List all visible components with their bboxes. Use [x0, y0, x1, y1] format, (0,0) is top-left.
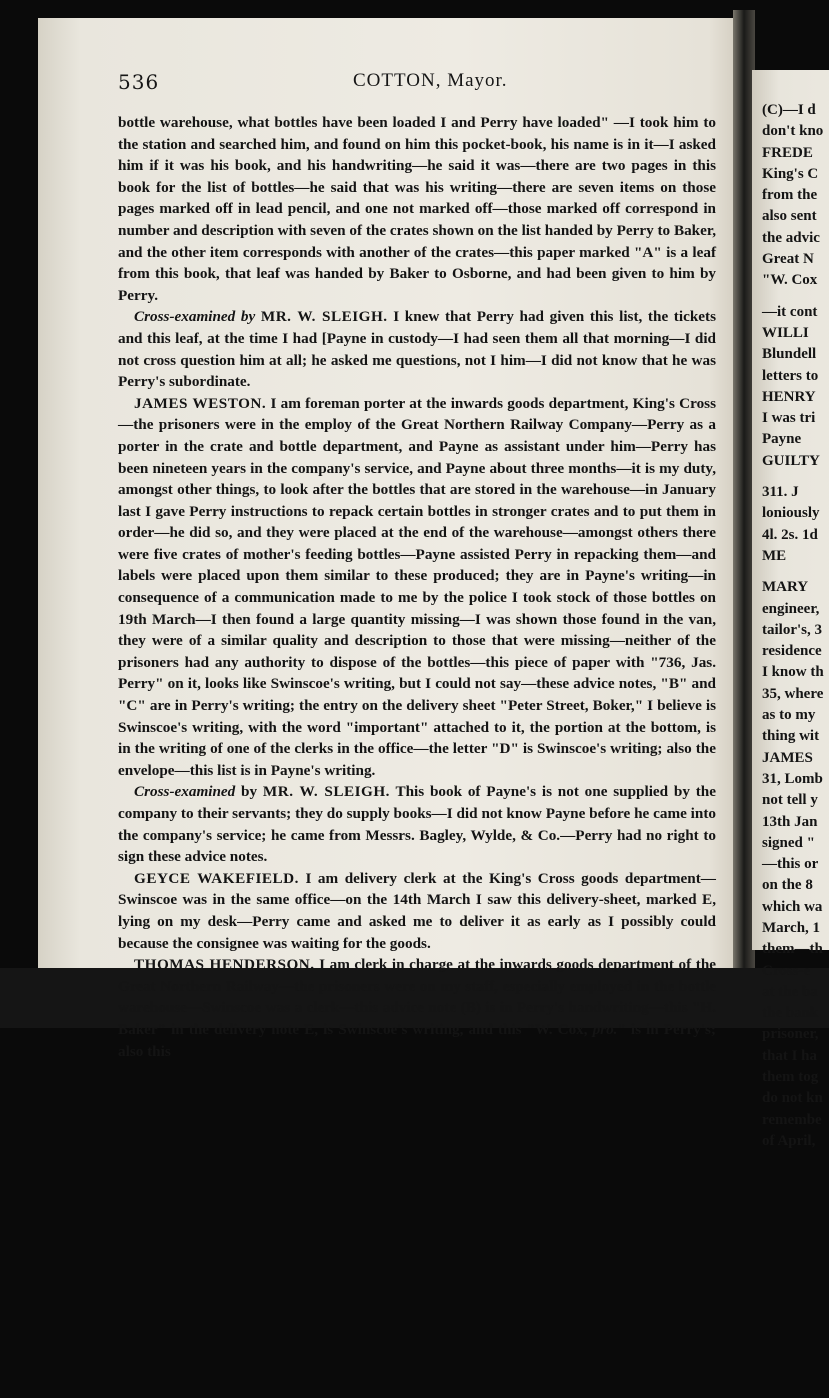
right-page-text-column	[762, 100, 829, 1152]
text-run: " is in Perry's; also this	[118, 1020, 716, 1060]
italic-phrase: pro.	[592, 1020, 618, 1038]
right-column-line: don't kno	[762, 123, 824, 140]
text-run: bottle warehouse, what bottles have been loaded I and Perry have loaded" —I took him to the station and searched him, and found on him this pocket-book, his name is in it—I asked him if it was his book, and his handwriting—he said it was—there are two pages in this book for the list of bottles—he said that was his writing—there are seven items on those pages marked off in lead pencil, and one not marked off—those marked off correspond in number and description with seven of the crates shown on the list handed by Perry to Baker, and the other item corresponds with another of the crates—this paper marked "A" is a leaf from this book, that leaf was handed by Baker to Osborne, and had been given to him by Perry.	[118, 114, 716, 304]
right-column-line: engineer,	[762, 600, 820, 617]
text-run: by	[235, 783, 263, 801]
right-column-line: March, 1	[762, 919, 821, 936]
text-run: I knew that Perry had given this list, the tickets and this leaf, at the time I had [Payne in custody—I had seen them all that morning—I did not cross question him at all; he asked me questions, not I him—I did not know that he was Perry's subordinate.	[118, 308, 716, 391]
right-column-line: which wa	[762, 898, 823, 915]
text-run: This book of Payne's is not one supplied by the company to their servants; they do supply books—I did not know Payne before he came into the company's service; he came from Messrs. Bagley, Wylde, & Co.—Perry had no right to sign these advice notes.	[118, 783, 716, 866]
right-column-line: do not kn	[762, 1090, 823, 1107]
page-number: 536	[118, 70, 160, 94]
right-column-line: not tell y	[762, 792, 818, 809]
right-column-line: on the 8	[762, 877, 813, 894]
right-column-line: tailor's, 3	[762, 621, 822, 638]
speaker-name: JAMES WESTON.	[134, 394, 267, 412]
right-column-line: I was tri	[762, 410, 816, 427]
paragraph	[118, 868, 716, 954]
right-column-line: thing wit	[762, 728, 820, 745]
right-column-line: "W. Cox	[762, 272, 818, 289]
right-column-line: loniously	[762, 505, 820, 522]
paragraph	[118, 306, 716, 392]
right-column-line: residence	[762, 643, 822, 660]
right-column-line	[762, 292, 829, 302]
right-column-line: Cross-e	[762, 962, 811, 979]
right-column-line: MARY	[762, 579, 809, 596]
speaker-name: THOMAS HENDERSON.	[134, 956, 315, 974]
right-column-line: Great N	[762, 251, 814, 268]
right-column-line: that I ha	[762, 1047, 818, 1064]
right-column-line: I know th	[762, 664, 824, 681]
right-column-line: —this or	[762, 856, 819, 873]
right-column-line: them tog	[762, 1069, 819, 1086]
right-column-line: also sent	[762, 208, 817, 225]
right-column-line: HENRY	[762, 388, 816, 405]
right-column-line	[762, 567, 829, 577]
right-column-line: —it cont	[762, 303, 818, 320]
right-column-line: 31, Lomb	[762, 770, 823, 787]
right-column-line: GUILTY	[762, 452, 820, 469]
right-column-line: letters to	[762, 367, 819, 384]
text-run: I am foreman porter at the inwards goods department, King's Cross—the prisoners were in the employ of the Great Northern Railway Company—Perry as a porter in the crate and bottle department, and Payne as assistant under him—Perry has been nineteen years in the company's service, and Payne about three months—it is my duty, amongst other things, to look after the bottles that are stored in the warehouse—in January last I gave Perry instructions to repack certain bottles in stronger crates and to put them in order—he did so, and they were placed at the end of the warehouse—amongst others there were five crates of mother's feeding bottles—Payne assisted Perry in repacking them—and labels were placed upon them similar to these produced; they are in Payne's writing—in consequence of a communication made to me by the police I took stock of those bottles on 19th March—I then found a large quantity missing—I was shown those found in the van, they were of a similar quality and description to those that were missing—neither of the prisoners had any authority to dispose of the bottles—this piece of paper with "736, Jas. Perry" on it, looks like Swinscoe's writing, but I could not say—these advice notes, "B" and "C" are in Perry's writing; the entry on the delivery sheet "Peter Street, Boker," I believe is Swinscoe's writing, with the word "important" attached to it, the portion at the bottom, is in the writing of one of the clerks in the office—the letter "D" is Swinscoe's writing; also the envelope—this list is in Payne's writing.	[118, 394, 716, 779]
paragraph	[118, 781, 716, 867]
speaker-name: MR. W. SLEIGH.	[260, 308, 388, 326]
italic-phrase: Cross-examined by	[134, 308, 261, 326]
right-column-line: at the ba	[762, 983, 818, 1000]
right-column-line: King's C	[762, 165, 819, 182]
right-column-line: remembe	[762, 1111, 822, 1128]
italic-phrase: Cross-examined	[134, 783, 236, 801]
right-column-line: from the	[762, 187, 818, 204]
right-column-line: signed "	[762, 834, 815, 851]
right-column-line: WILLI	[762, 324, 809, 341]
right-column-line: the bank	[762, 1005, 819, 1022]
page-header	[80, 70, 720, 100]
right-column-line: 13th Jan	[762, 813, 818, 830]
running-title: COTTON, Mayor.	[353, 70, 508, 91]
right-column-line: the advic	[762, 229, 820, 246]
speaker-name: GEYCE WAKEFIELD.	[134, 869, 299, 887]
right-column-line: prisoner,	[762, 1026, 819, 1043]
right-column-line: ME	[762, 547, 787, 564]
right-column-line: (C)—I d	[762, 102, 816, 118]
text-run: I am delivery clerk at the King's Cross goods department—Swinscoe was in the same office—on the 14th March I saw this delivery-sheet, marked E, lying on my desk—Perry came and asked me to deliver it as early as I possibly could because the consignee was waiting for the goods.	[118, 869, 716, 952]
right-column-line: Payne	[762, 431, 802, 448]
right-column-line: JAMES	[762, 749, 813, 766]
paragraph	[118, 112, 716, 306]
right-column-line: 35, where	[762, 685, 824, 702]
paragraph	[118, 393, 716, 782]
right-column-line	[762, 472, 829, 482]
right-column-line: as to my	[762, 707, 816, 724]
right-column-line: them—th	[762, 941, 823, 958]
right-column-line: Blundell	[762, 346, 817, 363]
main-text-column	[118, 112, 716, 1062]
speaker-name: MR. W. SLEIGH.	[262, 783, 390, 801]
paragraph	[118, 954, 716, 1062]
right-column-line: of April,	[762, 1132, 816, 1149]
right-column-line: 311. J	[762, 484, 799, 501]
right-column-line: FREDE	[762, 144, 813, 161]
right-column-line: 4l. 2s. 1d	[762, 526, 818, 543]
text-run: I am clerk in charge at the inwards goods department of the Great Northern Railway—the prisoners were on my staff, especially employed in the bottle warehouse—Swinscoe was a clerk—this advice note (B) is in Perry's handwriting—this "H. Baker" in the delivery note E, is Swinscoe's writing, and this "W. Cox,	[118, 956, 717, 1038]
